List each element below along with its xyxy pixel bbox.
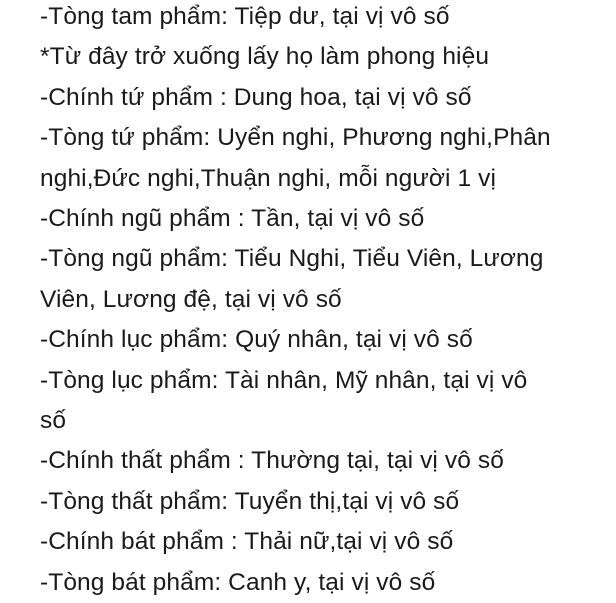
note-line: -Tòng thất phẩm: Tuyển thị,tại vị vô số bbox=[40, 487, 460, 515]
note-line: -Chính bát phẩm : Thải nữ,tại vị vô số bbox=[40, 528, 454, 556]
note-line: -Chính thất phẩm : Thường tại, tại vị vô số bbox=[40, 447, 504, 475]
note-line: -Tòng tam phẩm: Tiệp dư, tại vị vô số bbox=[40, 3, 450, 30]
note-line: -Chính lục phẩm: Quý nhân, tại vị vô số bbox=[40, 326, 473, 354]
note-text bbox=[40, 0, 612, 603]
note-line: -Tòng bát phẩm: Canh y, tại vị vô số bbox=[40, 568, 436, 596]
note-line: -Tòng lục phẩm: Tài nhân, Mỹ nhân, tại vị vô bbox=[40, 366, 528, 394]
note-line: -Chính tứ phẩm : Dung hoa, tại vị vô số bbox=[40, 83, 472, 111]
note-line: -Tòng tứ phẩm: Uyển nghi, Phương nghi,Phân bbox=[40, 124, 551, 152]
note-line: nghi,Đức nghi,Thuận nghi, mỗi người 1 vị bbox=[40, 164, 496, 192]
note-line: -Tòng ngũ phẩm: Tiểu Nghi, Tiểu Viên, Lương bbox=[40, 245, 544, 273]
note-line: *Từ đây trở xuống lấy họ làm phong hiệu bbox=[40, 43, 490, 71]
note-line: số bbox=[40, 407, 67, 435]
note-line: -Chính ngũ phẩm : Tần, tại vị vô số bbox=[40, 205, 425, 233]
note-line: Viên, Lương đệ, tại vị vô số bbox=[40, 285, 342, 313]
